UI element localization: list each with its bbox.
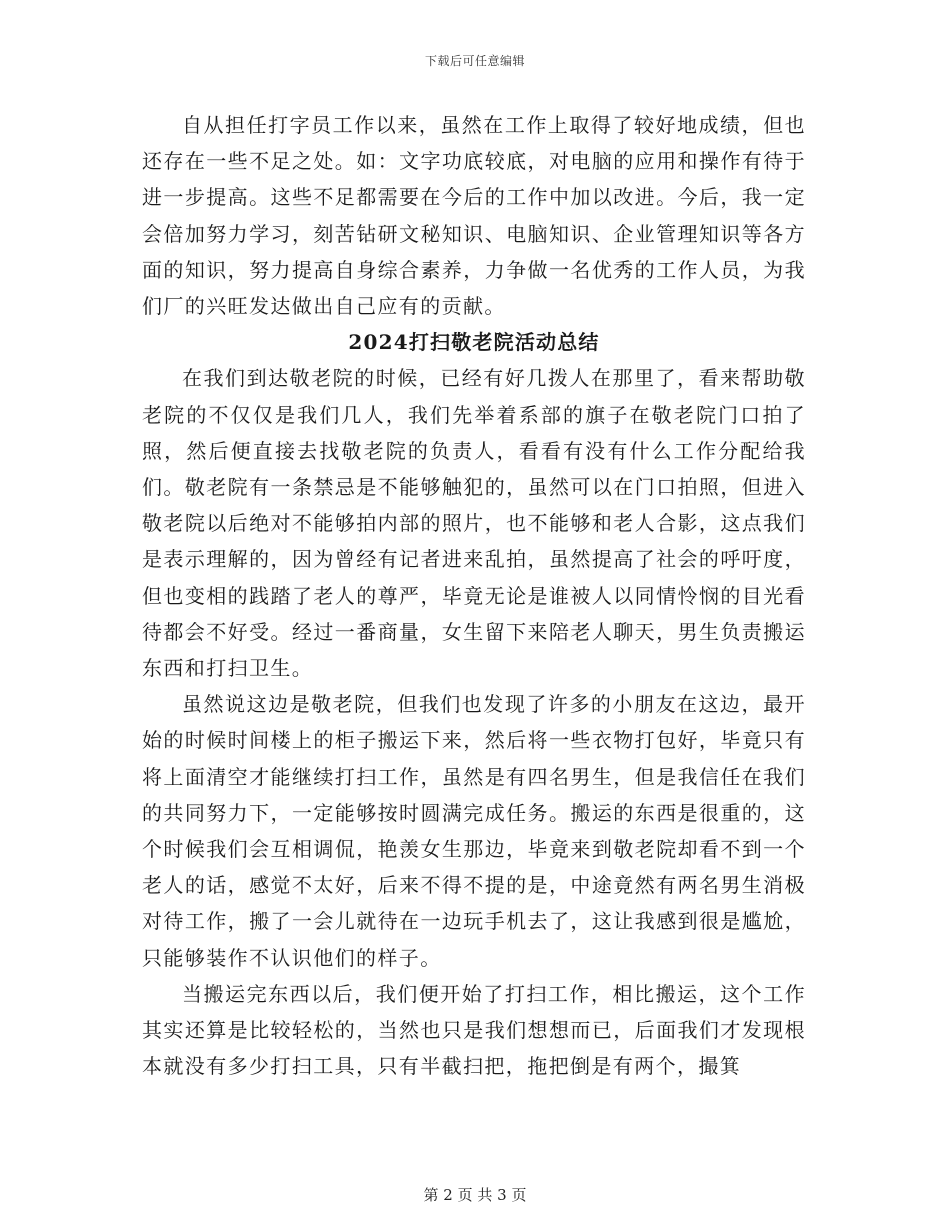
body-paragraph-1: 在我们到达敬老院的时候，已经有好几拨人在那里了，看来帮助敬老院的不仅仅是我们几人，我们先举着系部的旗子在敬老院门口拍了照，然后便直接去找敬老院的负责人，看看有没有什么工作分配给我们。敬老院有一条禁忌是不能够触犯的，虽然可以在门口拍照，但进入敬老院以后绝对不能够拍内部的照片，也不能够和老人合影，这点我们是表示理解的，因为曾经有记者进来乱拍，虽然提高了社会的呼吁度，但也变相的践踏了老人的尊严，毕竟无论是谁被人以同情怜悯的目光看待都会不好受。经过一番商量，女生留下来陪老人聊天，男生负责搬运东西和打扫卫生。: [142, 366, 806, 681]
body-paragraph-2: 虽然说这边是敬老院，但我们也发现了许多的小朋友在这边，最开始的时候时间楼上的柜子搬运下来，然后将一些衣物打包好，毕竟只有将上面清空才能继续打扫工作，虽然是有四名男生，但是我信任在我们的共同努力下，一定能够按时圆满完成任务。搬运的东西是很重的，这个时候我们会互相调侃，艳羡女生那边，毕竟来到敬老院却看不到一个老人的话，感觉不太好，后来不得不提的是，中途竟然有两名男生消极对待工作，搬了一会儿就待在一边玩手机去了，这让我感到很是尴尬，只能够装作不认识他们的样子。: [142, 692, 806, 970]
page-footer: 第 2 页 共 3 页: [423, 1186, 527, 1204]
intro-paragraph: 自从担任打字员工作以来，虽然在工作上取得了较好地成绩，但也还存在一些不足之处。如：文字功底较底，对电脑的应用和操作有待于进一步提高。这些不足都需要在今后的工作中加以改进。今后，我一定会倍加努力学习，刻苦钻研文秘知识、电脑知识、企业管理知识等各方面的知识，努力提高自身综合素养，力争做一名优秀的工作人员，为我们厂的兴旺发达做出自己应有的贡献。: [142, 113, 806, 319]
document-body: [142, 107, 806, 1084]
section-title: 2024打扫敬老院活动总结: [348, 330, 600, 355]
body-paragraph-3: 当搬运完东西以后，我们便开始了打扫工作，相比搬运，这个工作其实还算是比较轻松的，当然也只是我们想想而已，后面我们才发现根本就没有多少打扫工具，只有半截扫把，拖把倒是有两个，撮箕: [142, 981, 806, 1079]
page-header: 下载后可任意编辑: [424, 54, 525, 68]
